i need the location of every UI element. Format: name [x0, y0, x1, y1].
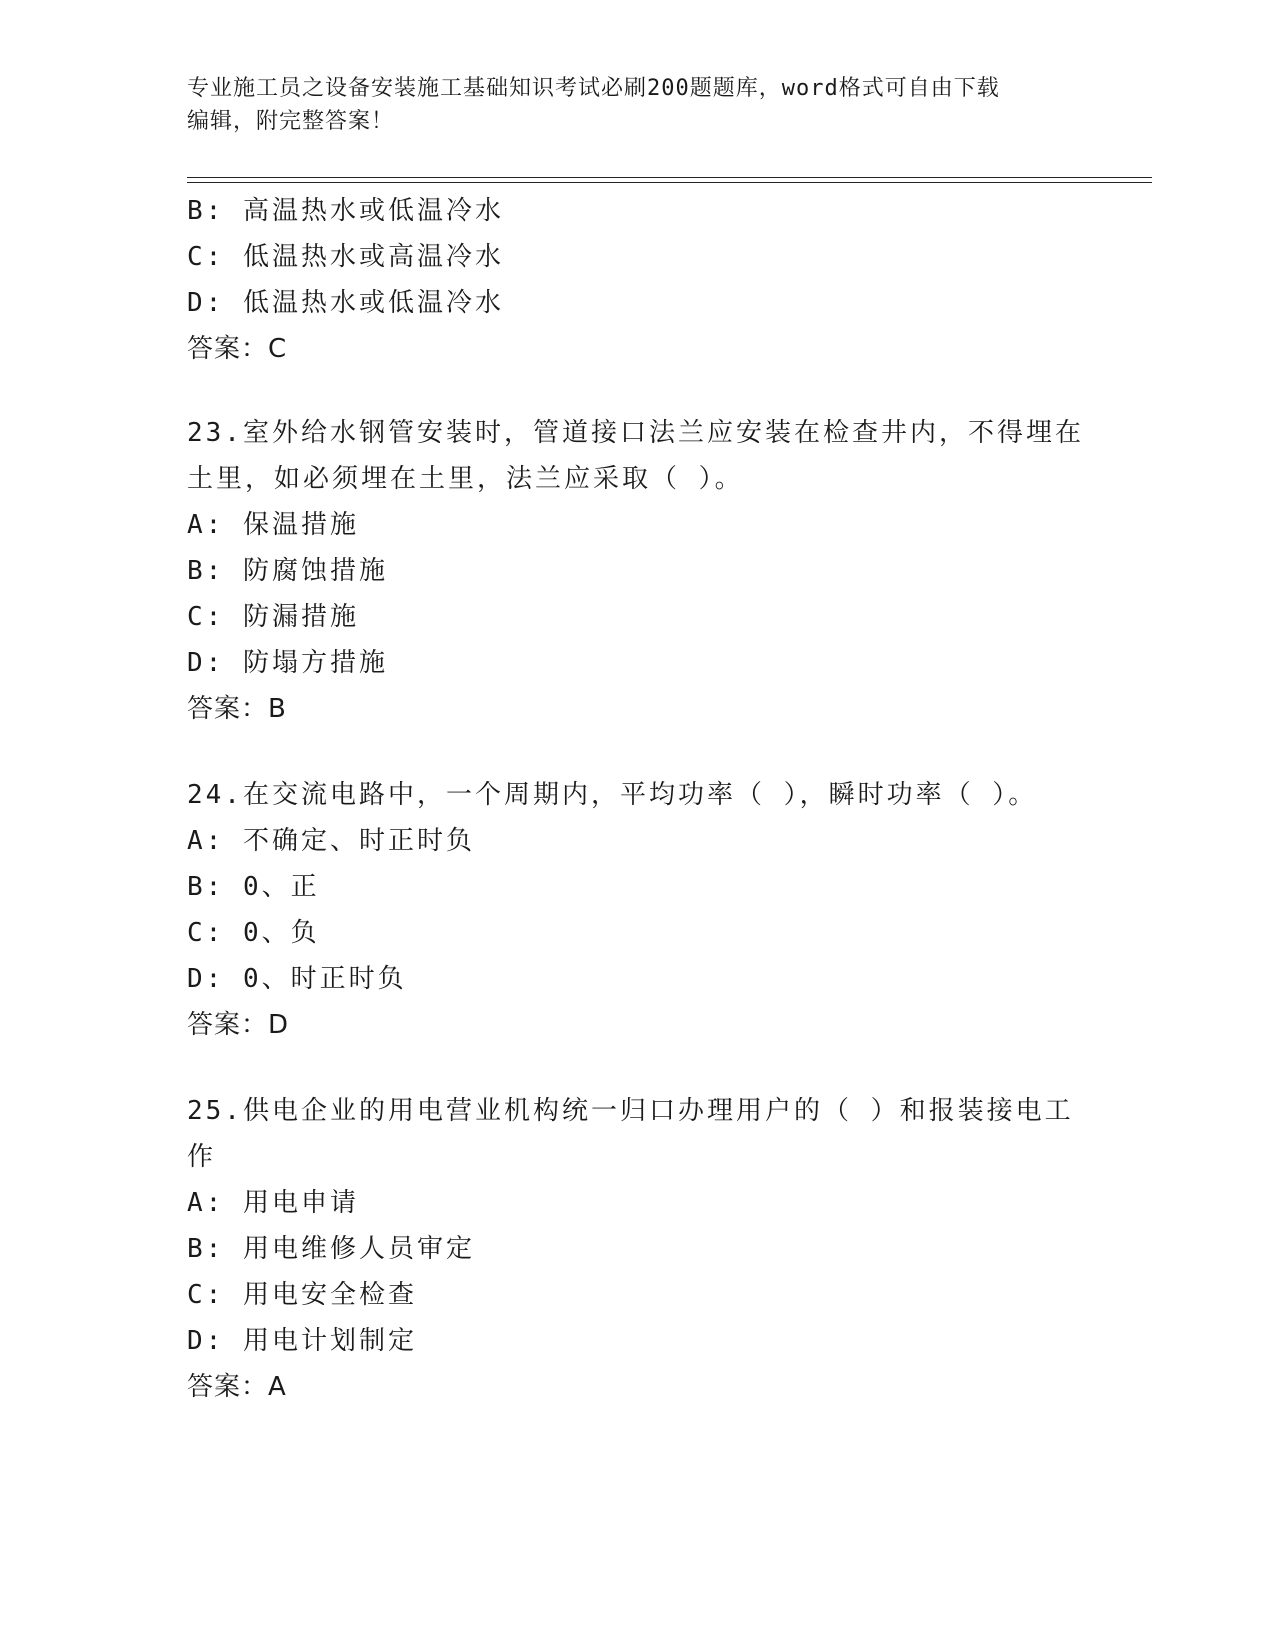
header-divider-top — [187, 177, 1152, 178]
header-divider-bottom — [187, 182, 1152, 183]
question-stem-line-1: 25.供电企业的用电营业机构统一归口办理用户的（ ）和报装接电工 — [187, 1096, 1074, 1126]
question-stem-line-1: 24.在交流电路中，一个周期内，平均功率（ ），瞬时功率（ ）。 — [187, 780, 1038, 810]
question-23 — [187, 410, 1087, 732]
option-d: D: 0、时正时负 — [187, 964, 407, 994]
option-d: D: 防塌方措施 — [187, 648, 388, 678]
option-d: D: 低温热水或低温冷水 — [187, 288, 504, 318]
option-c: C: 用电安全检查 — [187, 1280, 417, 1310]
option-a: A: 用电申请 — [187, 1188, 359, 1218]
option-b: B: 防腐蚀措施 — [187, 556, 388, 586]
continued-question — [187, 188, 1087, 372]
question-stem-line-2: 作 — [187, 1142, 217, 1172]
document-header — [187, 72, 1067, 138]
option-d: D: 用电计划制定 — [187, 1326, 417, 1356]
option-c: C: 防漏措施 — [187, 602, 359, 632]
answer: 答案：D — [187, 1010, 290, 1040]
option-b: B: 高温热水或低温冷水 — [187, 196, 504, 226]
option-c: C: 0、负 — [187, 918, 320, 948]
question-25 — [187, 1088, 1087, 1410]
option-b: B: 0、正 — [187, 872, 320, 902]
option-c: C: 低温热水或高温冷水 — [187, 242, 504, 272]
question-stem-line-2: 土里，如必须埋在土里，法兰应采取（ ）。 — [187, 464, 744, 494]
option-a: A: 不确定、时正时负 — [187, 826, 475, 856]
answer: 答案：C — [187, 334, 288, 364]
answer: 答案：B — [187, 694, 287, 724]
header-line-1: 专业施工员之设备安装施工基础知识考试必刷200题题库，word格式可自由下载 — [187, 76, 1000, 101]
option-b: B: 用电维修人员审定 — [187, 1234, 475, 1264]
answer: 答案：A — [187, 1372, 287, 1402]
header-line-2: 编辑，附完整答案！ — [187, 109, 395, 134]
question-24 — [187, 772, 1087, 1048]
question-stem-line-1: 23.室外给水钢管安装时，管道接口法兰应安装在检查井内，不得埋在 — [187, 418, 1084, 448]
document-body — [187, 188, 1087, 1410]
option-a: A: 保温措施 — [187, 510, 359, 540]
